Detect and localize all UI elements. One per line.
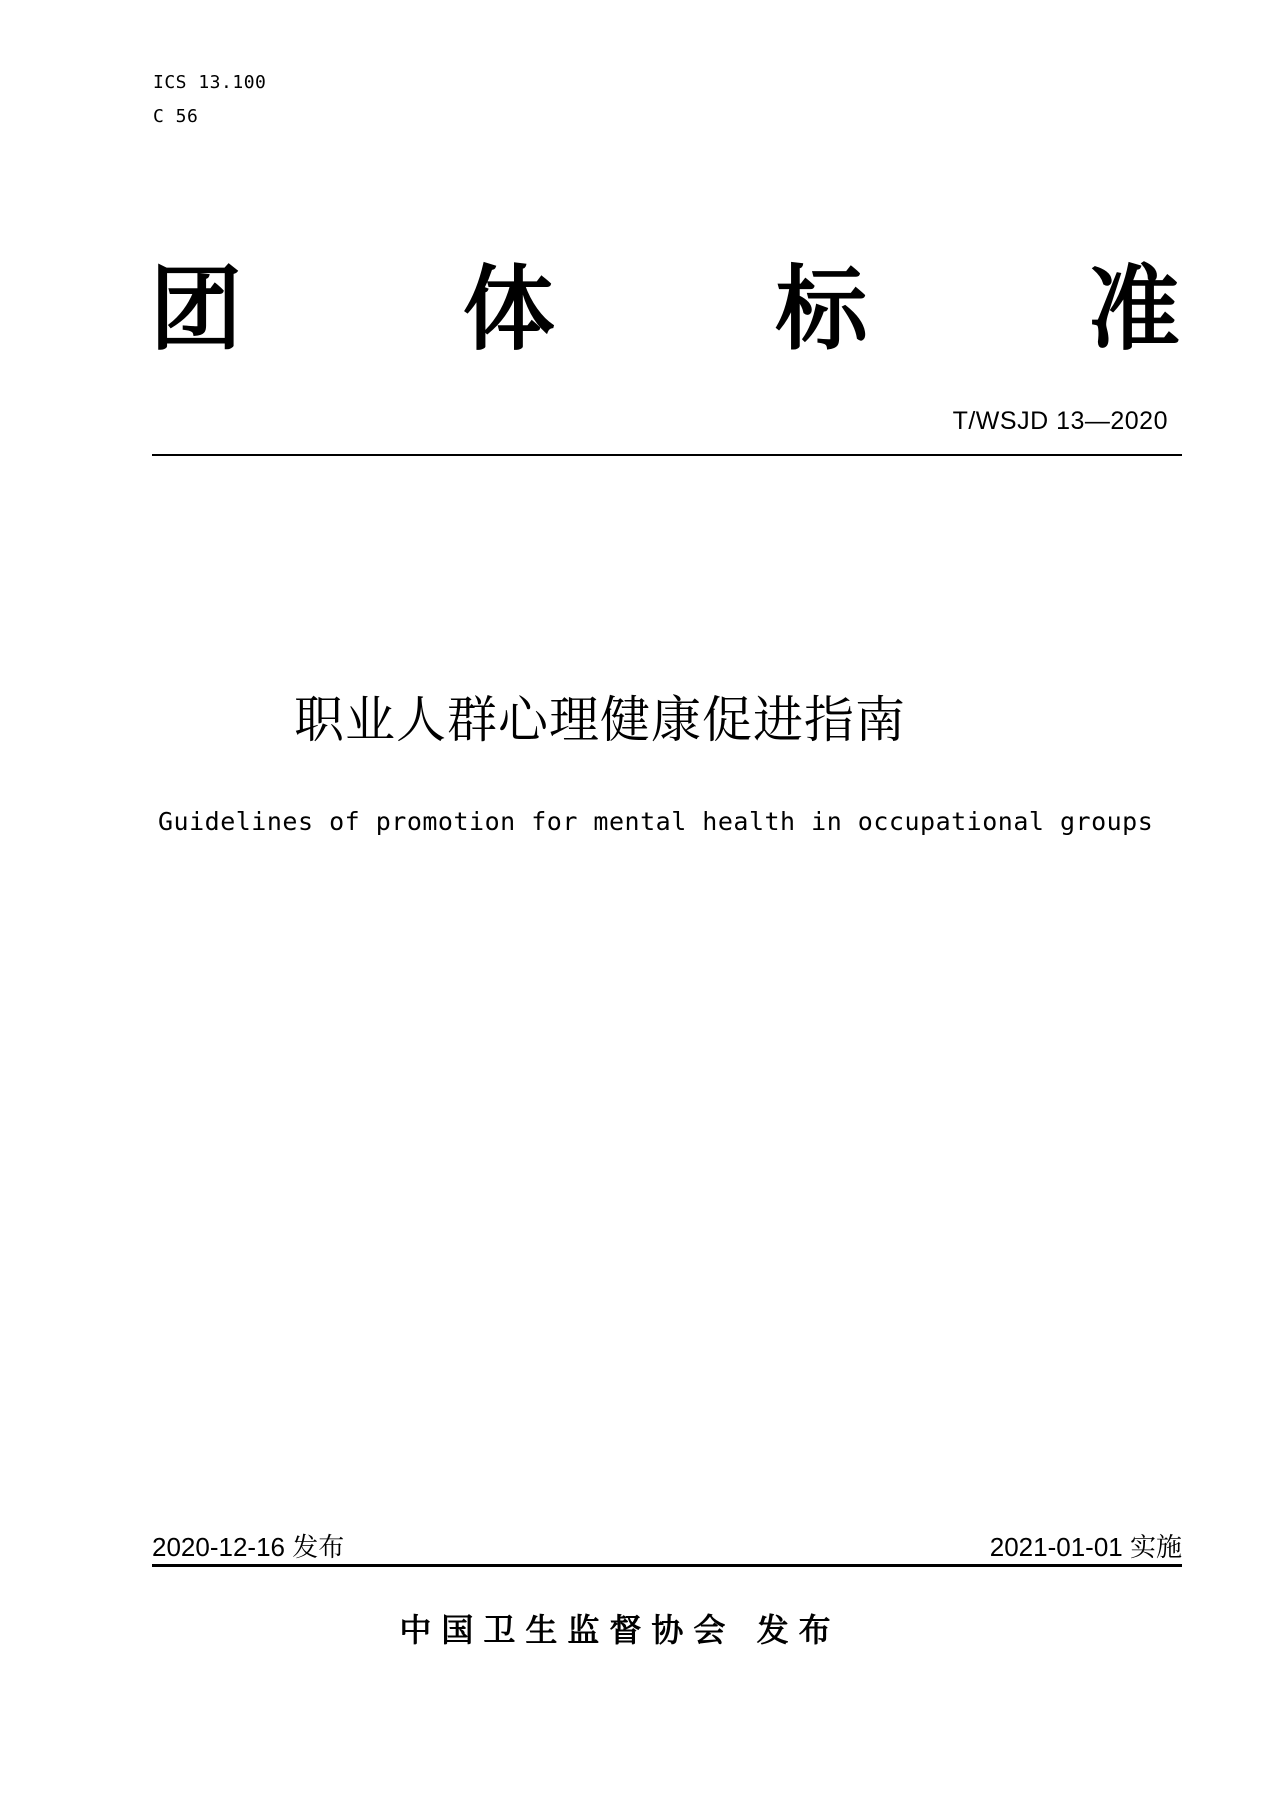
standard-number: T/WSJD 13—2020	[952, 407, 1168, 435]
bottom-divider	[152, 1564, 1182, 1567]
heading-char-2: 体	[462, 256, 555, 363]
ics-code: ICS 13.100	[153, 72, 267, 93]
publisher: 中国卫生监督协会 发布	[399, 1611, 841, 1649]
heading-char-3: 标	[775, 256, 868, 363]
group-standard-heading	[150, 255, 1180, 365]
title-english: Guidelines of promotion for mental health in occupational groups	[158, 807, 1154, 836]
classification-block	[153, 66, 266, 134]
heading-char-4: 准	[1087, 256, 1180, 363]
title-chinese: 职业人群心理健康促进指南	[294, 691, 906, 749]
top-divider	[152, 454, 1182, 456]
implementation-date: 2021-01-01 实施	[989, 1532, 1182, 1562]
ccs-code: C 56	[153, 106, 199, 127]
heading-char-1: 团	[150, 256, 243, 363]
issue-date: 2020-12-16 发布	[152, 1532, 345, 1562]
